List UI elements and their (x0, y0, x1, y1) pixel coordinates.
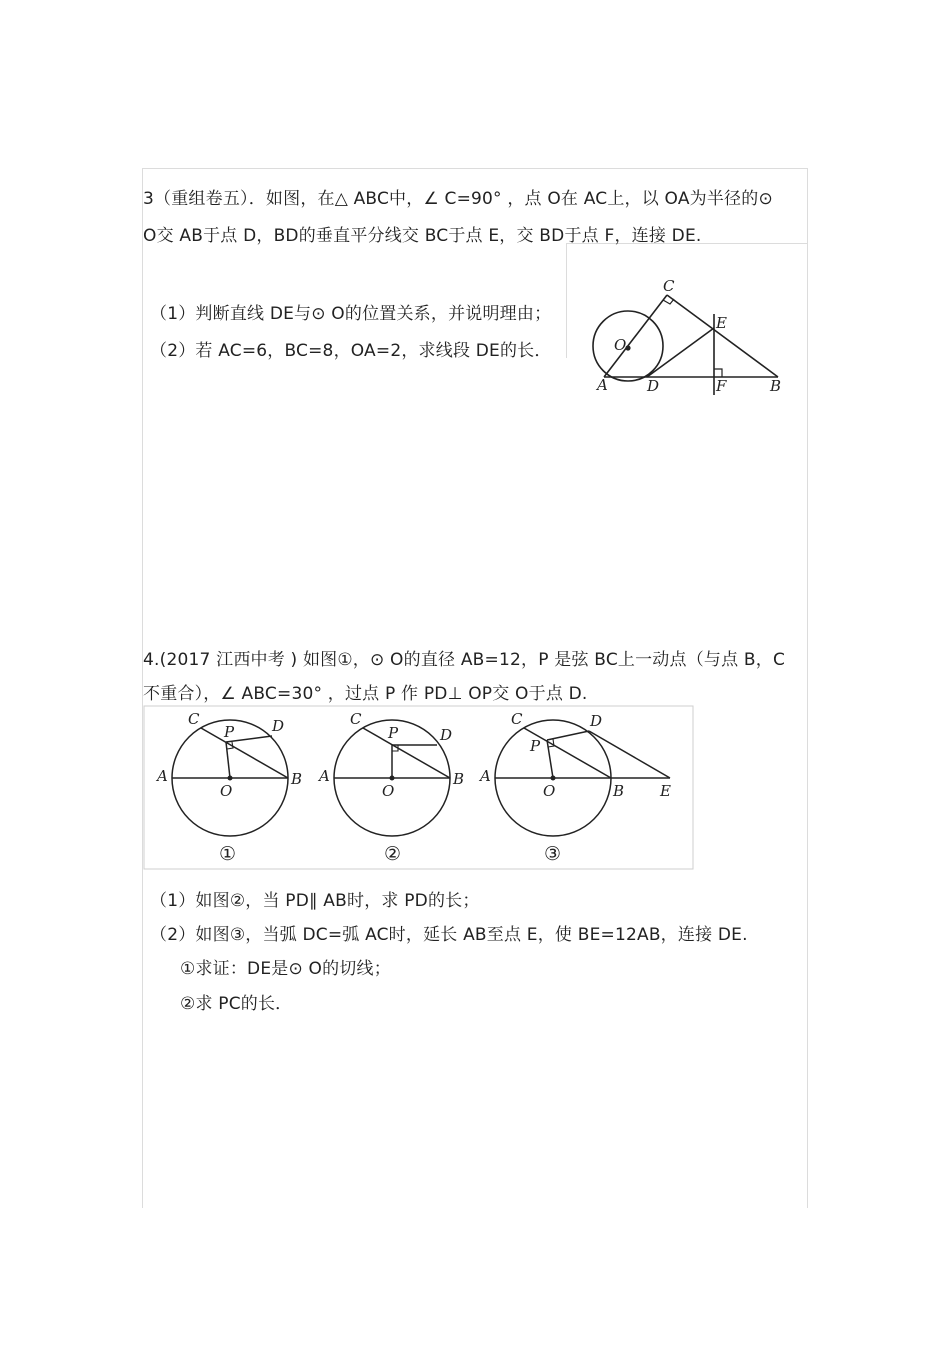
segment-de (647, 328, 714, 377)
fig1-segment-op (226, 742, 230, 778)
problem3-figure (590, 276, 790, 398)
fig3-label-c: C (511, 710, 523, 728)
fig1-point-o (228, 776, 233, 781)
fig2-label-d: D (440, 726, 453, 744)
fig3-label-a: A (480, 767, 491, 785)
label-d: D (647, 377, 660, 395)
figure-1 (155, 710, 302, 865)
fig3-label-d: D (590, 712, 603, 730)
fig3-label-b: B (613, 782, 625, 800)
fig3-label-e: E (660, 782, 671, 800)
fig2-number: ② (384, 843, 402, 865)
fig1-label-a: A (157, 767, 168, 785)
fig2-point-o (390, 776, 395, 781)
right-angle-f (714, 369, 722, 377)
problem4-line2: 不重合），∠ ABC=30° ，过点 P 作 PD⊥ OP交 O于点 D. (143, 684, 588, 704)
label-o: O (614, 336, 627, 354)
label-a: A (597, 376, 608, 394)
problem3-question1: （1）判断直线 DE与⊙ O的位置关系，并说明理由； (150, 304, 552, 324)
fig1-label-c: C (188, 710, 200, 728)
problem4-question2b: ②求 PC的长． (180, 994, 293, 1014)
fig3-label-o: O (543, 782, 556, 800)
problem3-line1: 3（重组卷五）．如图，在△ ABC中，∠ C=90° ，点 O在 AC上，以 OA为半径的⊙ (143, 189, 773, 209)
fig2-label-c: C (350, 710, 362, 728)
problem3-question2: （2）若 AC=6，BC=8，OA=2，求线段 DE的长． (150, 341, 552, 361)
problem4-question1: （1）如图②，当 PD∥ AB时，求 PD的长； (150, 891, 480, 911)
segment-cb (667, 295, 778, 377)
margin-line-right (807, 168, 808, 1208)
fig2-label-o: O (382, 782, 395, 800)
label-f: F (716, 377, 727, 395)
problem4-question2a: ①求证：DE是⊙ O的切线； (180, 959, 391, 979)
fig3-segment-pd (547, 731, 589, 740)
figure3-frame-left (566, 243, 567, 358)
fig3-segment-op (547, 740, 553, 778)
fig3-segment-de (589, 731, 670, 778)
fig1-number: ① (219, 843, 237, 865)
fig3-label-p: P (530, 737, 541, 755)
problem3-line2: O交 AB于点 D，BD的垂直平分线交 BC于点 E，交 BD于点 F，连接 DE. (143, 226, 702, 246)
fig2-label-b: B (453, 770, 465, 788)
label-e: E (716, 314, 727, 332)
top-rule (142, 168, 808, 169)
fig1-label-b: B (291, 770, 303, 788)
label-c: C (663, 277, 675, 295)
fig3-point-o (551, 776, 556, 781)
figure-2 (317, 710, 464, 865)
fig1-label-o: O (220, 782, 233, 800)
label-b: B (770, 377, 782, 395)
fig2-label-a: A (319, 767, 330, 785)
fig1-chord-bc (201, 728, 288, 778)
problem4-figures (143, 705, 694, 870)
fig1-label-d: D (272, 717, 285, 735)
problem4-line1: 4.(2017 江西中考 ) 如图①，⊙ O的直径 AB=12，P 是弦 BC上一动点（与点 B，C (143, 650, 786, 670)
fig2-chord-bc (363, 726, 453, 778)
problem4-question2: （2）如图③，当弧 DC=弧 AC时，延长 AB至点 E，使 BE=12AB，连接 DE. (150, 925, 748, 945)
figure-3 (478, 710, 671, 865)
fig1-label-p: P (224, 723, 235, 741)
fig3-number: ③ (544, 843, 562, 865)
fig2-label-p: P (388, 724, 399, 742)
